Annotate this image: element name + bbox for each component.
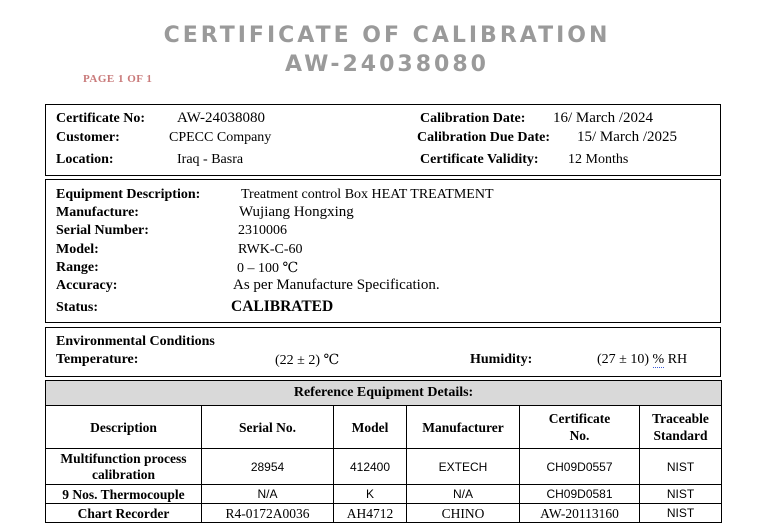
calibration-date-label: Calibration Date: [420, 111, 526, 126]
humidity-unit: RH [664, 352, 688, 367]
table-row [46, 485, 722, 504]
temperature-label: Temperature: [56, 352, 139, 367]
range-value: 0 – 100 ℃ [237, 261, 299, 276]
table-cell: Chart Recorder [46, 504, 202, 523]
model-label: Model: [56, 242, 99, 257]
reference-equipment-table [45, 380, 722, 523]
reference-heading: Reference Equipment Details: [46, 381, 722, 406]
temperature-value: (22 ± 2) ℃ [275, 353, 340, 368]
equipment-box [45, 179, 721, 323]
column-header: Manufacturer [407, 406, 520, 449]
table-row [46, 449, 722, 485]
certificate-title: CERTIFICATE OF CALIBRATION [163, 23, 611, 48]
table-cell: R4-0172A0036 [202, 504, 334, 523]
range-label: Range: [56, 260, 99, 275]
table-cell: EXTECH [407, 449, 520, 485]
status-value: CALIBRATED [231, 298, 334, 315]
manufacture-label: Manufacture: [56, 205, 139, 220]
calibration-date-value: 16/ March /2024 [553, 110, 653, 126]
serial-number-label: Serial Number: [56, 223, 149, 238]
column-header: Certificate No. [520, 406, 640, 449]
table-cell: K [334, 485, 407, 504]
table-cell: CHINO [407, 504, 520, 523]
table-cell: Multifunction process calibration [46, 449, 202, 485]
certificate-no-label: Certificate No: [56, 111, 146, 126]
table-cell: NIST [640, 485, 722, 504]
table-cell: CH09D0557 [520, 449, 640, 485]
column-header: Serial No. [202, 406, 334, 449]
location-label: Location: [56, 152, 114, 167]
environment-box [45, 327, 721, 377]
humidity-percent: % [652, 352, 665, 367]
table-cell: NIST [640, 449, 722, 485]
customer-label: Customer: [56, 130, 120, 145]
table-cell: N/A [202, 485, 334, 504]
table-cell: 9 Nos. Thermocouple [46, 485, 202, 504]
table-cell: NIST [640, 504, 722, 523]
humidity-label: Humidity: [470, 352, 533, 367]
serial-number-value: 2310006 [238, 223, 287, 238]
table-row [46, 504, 722, 523]
model-value: RWK-C-60 [238, 242, 303, 257]
table-cell: AH4712 [334, 504, 407, 523]
table-cell: AW-20113160 [520, 504, 640, 523]
accuracy-label: Accuracy: [56, 278, 118, 293]
accuracy-value: As per Manufacture Specification. [233, 277, 440, 293]
equipment-description-value: Treatment control Box HEAT TREATMENT [241, 187, 494, 202]
validity-label: Certificate Validity: [420, 152, 539, 167]
column-header: Model [334, 406, 407, 449]
table-cell: 412400 [334, 449, 407, 485]
humidity-value [597, 352, 687, 368]
customer-value: CPECC Company [169, 130, 272, 145]
status-label: Status: [56, 300, 99, 315]
due-date-value: 15/ March /2025 [577, 129, 677, 145]
equipment-description-label: Equipment Description: [56, 187, 201, 202]
due-date-label: Calibration Due Date: [417, 130, 550, 145]
column-header: Description [46, 406, 202, 449]
validity-value: 12 Months [568, 152, 629, 167]
table-cell: CH09D0581 [520, 485, 640, 504]
certificate-number-title: AW-24038080 [285, 52, 489, 77]
humidity-range: (27 ± 10) [597, 352, 653, 367]
environment-heading: Environmental Conditions [56, 334, 215, 349]
location-value: Iraq - Basra [177, 152, 244, 167]
column-header: Traceable Standard [640, 406, 722, 449]
certificate-no-value: AW-24038080 [177, 110, 265, 126]
page-indicator: PAGE 1 OF 1 [83, 73, 153, 85]
manufacture-value: Wujiang Hongxing [239, 204, 354, 220]
certificate-info-box [45, 104, 721, 176]
table-cell: N/A [407, 485, 520, 504]
table-cell: 28954 [202, 449, 334, 485]
